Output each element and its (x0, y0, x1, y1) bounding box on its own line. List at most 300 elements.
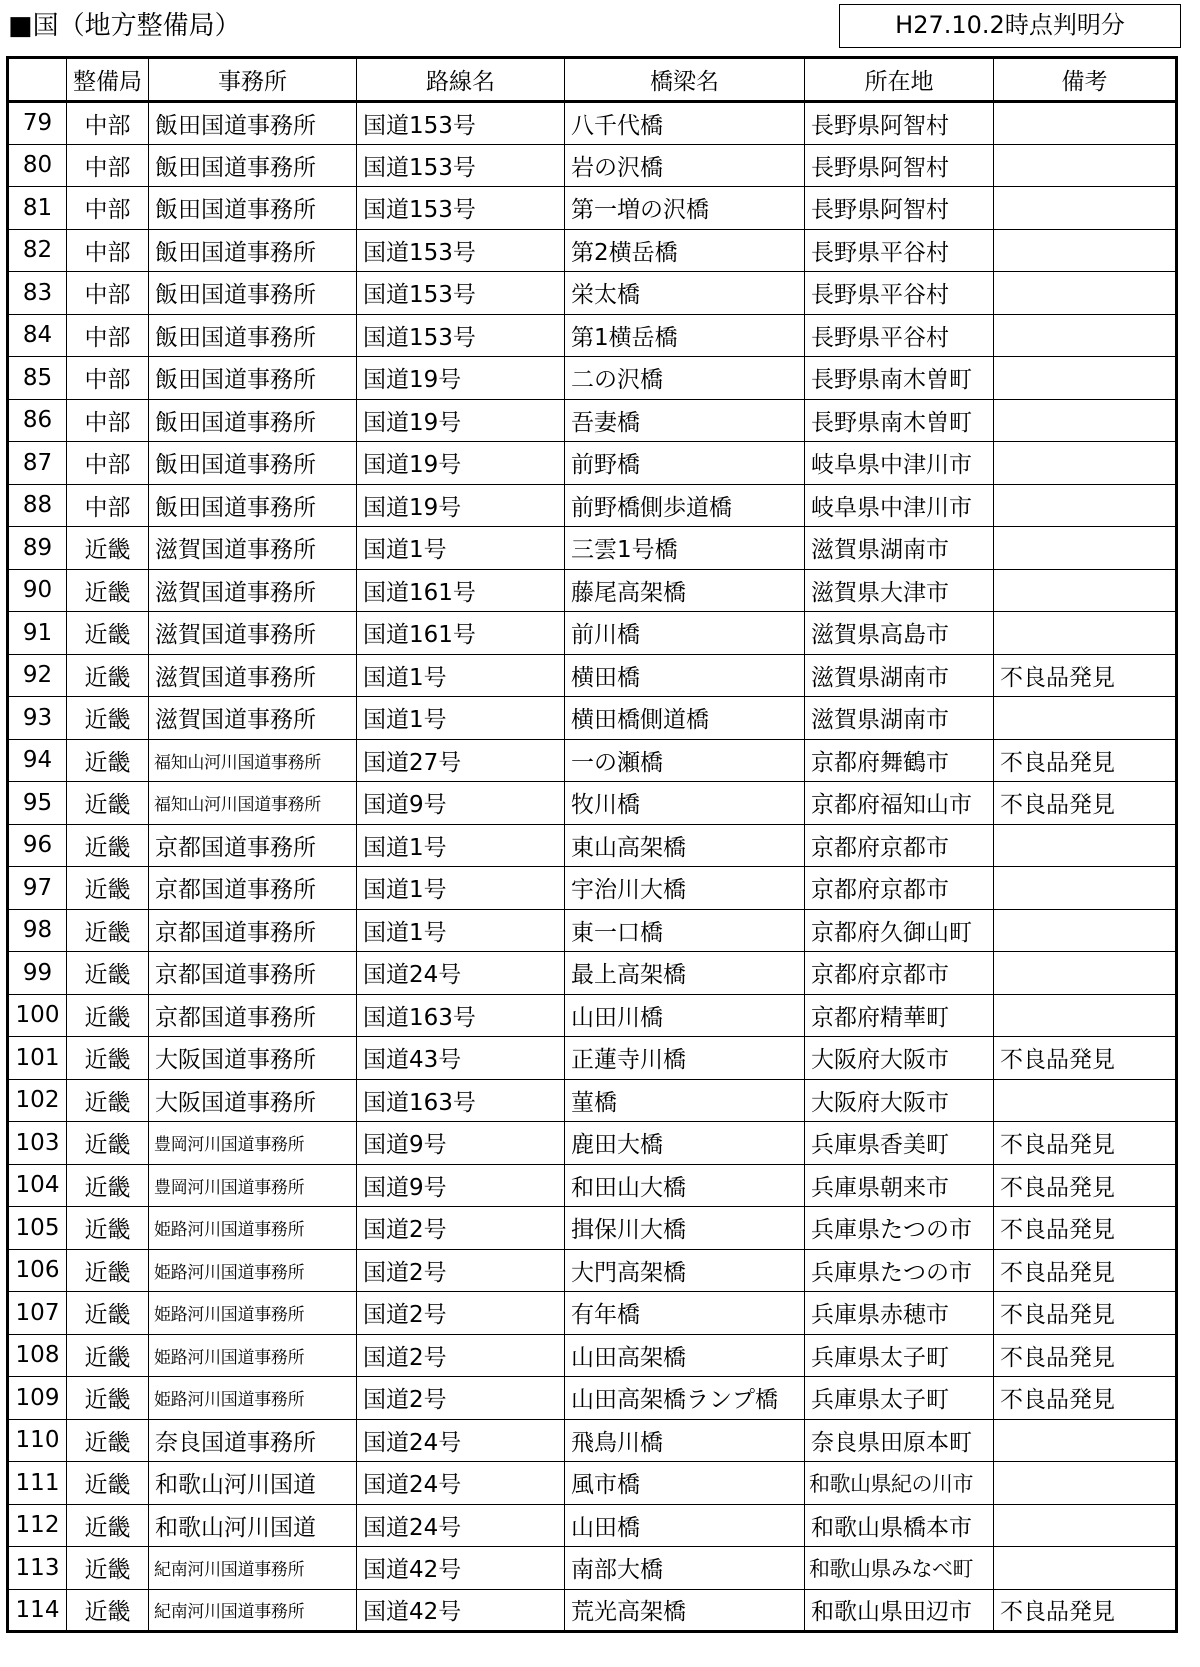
cell-bureau: 近畿 (67, 612, 149, 655)
table-row (8, 782, 1177, 825)
cell-no: 87 (8, 442, 67, 485)
cell-office: 和歌山河川国道 (149, 1504, 357, 1547)
cell-note (994, 612, 1177, 655)
table-row (8, 952, 1177, 995)
cell-no: 82 (8, 229, 67, 272)
cell-no: 113 (8, 1547, 67, 1590)
table-row (8, 527, 1177, 570)
cell-office: 紀南河川国道事務所 (149, 1589, 357, 1632)
cell-no: 90 (8, 569, 67, 612)
cell-no: 99 (8, 952, 67, 995)
cell-location: 兵庫県太子町 (805, 1334, 994, 1377)
cell-bridge: 南部大橋 (565, 1547, 805, 1590)
cell-location: 京都府精華町 (805, 994, 994, 1037)
cell-route: 国道42号 (357, 1547, 565, 1590)
cell-bureau: 近畿 (67, 1334, 149, 1377)
cell-location: 滋賀県大津市 (805, 569, 994, 612)
cell-bridge: 山田橋 (565, 1504, 805, 1547)
cell-bureau: 近畿 (67, 1037, 149, 1080)
cell-route: 国道1号 (357, 654, 565, 697)
cell-no: 92 (8, 654, 67, 697)
cell-no: 80 (8, 144, 67, 187)
cell-route: 国道163号 (357, 1079, 565, 1122)
table-row (8, 1334, 1177, 1377)
cell-note (994, 697, 1177, 740)
cell-route: 国道24号 (357, 1419, 565, 1462)
cell-note: 不良品発見 (994, 1164, 1177, 1207)
cell-route: 国道153号 (357, 102, 565, 145)
cell-note: 不良品発見 (994, 739, 1177, 782)
table-row (8, 994, 1177, 1037)
cell-office: 姫路河川国道事務所 (149, 1292, 357, 1335)
cell-bridge: 前野橋側歩道橋 (565, 484, 805, 527)
table-row (8, 697, 1177, 740)
date-note-box: H27.10.2時点判明分 (839, 4, 1181, 48)
cell-bureau: 近畿 (67, 1547, 149, 1590)
cell-office: 飯田国道事務所 (149, 187, 357, 230)
table-row (8, 654, 1177, 697)
bridge-table (6, 56, 1178, 1633)
cell-office: 飯田国道事務所 (149, 229, 357, 272)
cell-note: 不良品発見 (994, 1334, 1177, 1377)
cell-bridge: 宇治川大橋 (565, 867, 805, 910)
cell-bridge: 三雲1号橋 (565, 527, 805, 570)
cell-route: 国道24号 (357, 952, 565, 995)
table-row (8, 1249, 1177, 1292)
cell-bureau: 中部 (67, 357, 149, 400)
table-header-row (8, 58, 1177, 102)
cell-note (994, 1547, 1177, 1590)
cell-no: 102 (8, 1079, 67, 1122)
cell-location: 滋賀県高島市 (805, 612, 994, 655)
cell-no: 101 (8, 1037, 67, 1080)
cell-note: 不良品発見 (994, 1122, 1177, 1165)
cell-location: 京都府福知山市 (805, 782, 994, 825)
cell-no: 105 (8, 1207, 67, 1250)
cell-route: 国道1号 (357, 697, 565, 740)
cell-bridge: 第一増の沢橋 (565, 187, 805, 230)
cell-bureau: 近畿 (67, 527, 149, 570)
cell-route: 国道153号 (357, 187, 565, 230)
cell-bridge: 大門高架橋 (565, 1249, 805, 1292)
cell-bridge: 二の沢橋 (565, 357, 805, 400)
cell-no: 93 (8, 697, 67, 740)
cell-no: 107 (8, 1292, 67, 1335)
cell-bureau: 近畿 (67, 1419, 149, 1462)
cell-note (994, 272, 1177, 315)
cell-note (994, 824, 1177, 867)
cell-location: 大阪府大阪市 (805, 1037, 994, 1080)
cell-note (994, 569, 1177, 612)
cell-no: 95 (8, 782, 67, 825)
table-row (8, 867, 1177, 910)
table-row (8, 569, 1177, 612)
cell-route: 国道2号 (357, 1292, 565, 1335)
cell-location: 兵庫県太子町 (805, 1377, 994, 1420)
table-row (8, 1377, 1177, 1420)
table-row (8, 1122, 1177, 1165)
cell-bridge: 和田山大橋 (565, 1164, 805, 1207)
cell-no: 86 (8, 399, 67, 442)
table-row (8, 1589, 1177, 1632)
cell-office: 和歌山河川国道 (149, 1462, 357, 1505)
header-office: 事務所 (149, 58, 357, 102)
cell-office: 飯田国道事務所 (149, 484, 357, 527)
cell-office: 飯田国道事務所 (149, 144, 357, 187)
cell-location: 長野県南木曽町 (805, 399, 994, 442)
cell-route: 国道2号 (357, 1249, 565, 1292)
cell-note (994, 527, 1177, 570)
cell-office: 滋賀国道事務所 (149, 527, 357, 570)
cell-bridge: 風市橋 (565, 1462, 805, 1505)
table-row (8, 909, 1177, 952)
cell-bureau: 近畿 (67, 1462, 149, 1505)
cell-bureau: 近畿 (67, 739, 149, 782)
cell-bureau: 近畿 (67, 867, 149, 910)
cell-no: 109 (8, 1377, 67, 1420)
cell-bureau: 中部 (67, 484, 149, 527)
cell-office: 大阪国道事務所 (149, 1079, 357, 1122)
cell-location: 岐阜県中津川市 (805, 442, 994, 485)
header-no (8, 58, 67, 102)
cell-no: 100 (8, 994, 67, 1037)
cell-note (994, 144, 1177, 187)
cell-bridge: 揖保川大橋 (565, 1207, 805, 1250)
cell-location: 長野県平谷村 (805, 314, 994, 357)
cell-bureau: 近畿 (67, 697, 149, 740)
table-row (8, 1419, 1177, 1462)
cell-route: 国道43号 (357, 1037, 565, 1080)
cell-office: 滋賀国道事務所 (149, 654, 357, 697)
cell-location: 長野県阿智村 (805, 144, 994, 187)
cell-note: 不良品発見 (994, 782, 1177, 825)
cell-bureau: 近畿 (67, 1079, 149, 1122)
cell-note (994, 952, 1177, 995)
cell-office: 滋賀国道事務所 (149, 612, 357, 655)
cell-note: 不良品発見 (994, 1589, 1177, 1632)
table-row (8, 272, 1177, 315)
cell-bridge: 前野橋 (565, 442, 805, 485)
cell-no: 94 (8, 739, 67, 782)
cell-office: 奈良国道事務所 (149, 1419, 357, 1462)
cell-note (994, 484, 1177, 527)
cell-bridge: 正蓮寺川橋 (565, 1037, 805, 1080)
cell-bridge: 第1横岳橋 (565, 314, 805, 357)
cell-no: 85 (8, 357, 67, 400)
cell-bridge: 栄太橋 (565, 272, 805, 315)
cell-location: 兵庫県香美町 (805, 1122, 994, 1165)
cell-route: 国道42号 (357, 1589, 565, 1632)
cell-location: 長野県阿智村 (805, 187, 994, 230)
cell-bureau: 中部 (67, 187, 149, 230)
cell-note: 不良品発見 (994, 1037, 1177, 1080)
cell-location: 京都府京都市 (805, 824, 994, 867)
cell-office: 京都国道事務所 (149, 909, 357, 952)
cell-bridge: 八千代橋 (565, 102, 805, 145)
table-row (8, 102, 1177, 145)
cell-route: 国道153号 (357, 272, 565, 315)
cell-bridge: 一の瀬橋 (565, 739, 805, 782)
cell-bridge: 飛鳥川橋 (565, 1419, 805, 1462)
cell-note (994, 1079, 1177, 1122)
cell-location: 兵庫県赤穂市 (805, 1292, 994, 1335)
cell-bureau: 中部 (67, 229, 149, 272)
cell-route: 国道2号 (357, 1334, 565, 1377)
cell-no: 84 (8, 314, 67, 357)
table-row (8, 1292, 1177, 1335)
cell-route: 国道19号 (357, 399, 565, 442)
cell-office: 京都国道事務所 (149, 994, 357, 1037)
table-row (8, 612, 1177, 655)
cell-no: 89 (8, 527, 67, 570)
cell-bridge: 山田高架橋ランプ橋 (565, 1377, 805, 1420)
cell-bridge: 山田高架橋 (565, 1334, 805, 1377)
cell-no: 83 (8, 272, 67, 315)
table-row (8, 1164, 1177, 1207)
cell-bridge: 第2横岳橋 (565, 229, 805, 272)
cell-note (994, 357, 1177, 400)
cell-bureau: 近畿 (67, 952, 149, 995)
cell-bureau: 近畿 (67, 1504, 149, 1547)
cell-route: 国道153号 (357, 144, 565, 187)
cell-note (994, 867, 1177, 910)
cell-route: 国道9号 (357, 1122, 565, 1165)
table-row (8, 187, 1177, 230)
cell-location: 和歌山県橋本市 (805, 1504, 994, 1547)
cell-route: 国道24号 (357, 1504, 565, 1547)
cell-bureau: 近畿 (67, 1292, 149, 1335)
cell-no: 114 (8, 1589, 67, 1632)
header-bureau: 整備局 (67, 58, 149, 102)
cell-location: 和歌山県みなべ町 (805, 1547, 994, 1590)
cell-bureau: 中部 (67, 102, 149, 145)
cell-bureau: 近畿 (67, 994, 149, 1037)
cell-bridge: 前川橋 (565, 612, 805, 655)
cell-no: 81 (8, 187, 67, 230)
table-row (8, 1207, 1177, 1250)
cell-route: 国道19号 (357, 357, 565, 400)
cell-bureau: 近畿 (67, 1377, 149, 1420)
cell-bureau: 近畿 (67, 1589, 149, 1632)
cell-bridge: 東一口橋 (565, 909, 805, 952)
cell-note: 不良品発見 (994, 1249, 1177, 1292)
cell-route: 国道161号 (357, 569, 565, 612)
table-row (8, 824, 1177, 867)
cell-bureau: 中部 (67, 272, 149, 315)
cell-office: 大阪国道事務所 (149, 1037, 357, 1080)
cell-office: 姫路河川国道事務所 (149, 1207, 357, 1250)
cell-no: 110 (8, 1419, 67, 1462)
cell-bureau: 近畿 (67, 824, 149, 867)
cell-no: 91 (8, 612, 67, 655)
table-body (8, 102, 1177, 1632)
cell-route: 国道153号 (357, 229, 565, 272)
cell-office: 京都国道事務所 (149, 824, 357, 867)
cell-bridge: 菫橋 (565, 1079, 805, 1122)
cell-bridge: 横田橋 (565, 654, 805, 697)
cell-location: 和歌山県田辺市 (805, 1589, 994, 1632)
cell-location: 兵庫県たつの市 (805, 1249, 994, 1292)
cell-bureau: 近畿 (67, 909, 149, 952)
cell-no: 108 (8, 1334, 67, 1377)
cell-route: 国道9号 (357, 782, 565, 825)
cell-location: 岐阜県中津川市 (805, 484, 994, 527)
cell-note: 不良品発見 (994, 1207, 1177, 1250)
cell-bridge: 山田川橋 (565, 994, 805, 1037)
cell-route: 国道2号 (357, 1207, 565, 1250)
cell-location: 長野県平谷村 (805, 272, 994, 315)
cell-location: 滋賀県湖南市 (805, 654, 994, 697)
table-row (8, 144, 1177, 187)
cell-office: 京都国道事務所 (149, 867, 357, 910)
table-row (8, 1037, 1177, 1080)
table-row (8, 484, 1177, 527)
cell-bureau: 近畿 (67, 1207, 149, 1250)
cell-note (994, 442, 1177, 485)
cell-note (994, 102, 1177, 145)
cell-office: 飯田国道事務所 (149, 399, 357, 442)
cell-office: 豊岡河川国道事務所 (149, 1122, 357, 1165)
cell-route: 国道2号 (357, 1377, 565, 1420)
cell-bridge: 鹿田大橋 (565, 1122, 805, 1165)
cell-location: 滋賀県湖南市 (805, 527, 994, 570)
cell-route: 国道24号 (357, 1462, 565, 1505)
cell-bridge: 横田橋側道橋 (565, 697, 805, 740)
cell-location: 奈良県田原本町 (805, 1419, 994, 1462)
cell-location: 京都府京都市 (805, 952, 994, 995)
cell-no: 106 (8, 1249, 67, 1292)
cell-bridge: 岩の沢橋 (565, 144, 805, 187)
cell-note (994, 909, 1177, 952)
cell-note (994, 314, 1177, 357)
cell-note (994, 994, 1177, 1037)
cell-route: 国道9号 (357, 1164, 565, 1207)
cell-office: 飯田国道事務所 (149, 314, 357, 357)
table-row (8, 314, 1177, 357)
cell-route: 国道19号 (357, 442, 565, 485)
cell-location: 京都府京都市 (805, 867, 994, 910)
table-row (8, 739, 1177, 782)
table-row (8, 1547, 1177, 1590)
cell-bridge: 有年橋 (565, 1292, 805, 1335)
cell-no: 103 (8, 1122, 67, 1165)
header-route: 路線名 (357, 58, 565, 102)
header-bridge: 橋梁名 (565, 58, 805, 102)
cell-location: 長野県平谷村 (805, 229, 994, 272)
page-title: ■国（地方整備局） (8, 11, 241, 41)
cell-office: 滋賀国道事務所 (149, 697, 357, 740)
cell-route: 国道161号 (357, 612, 565, 655)
cell-location: 長野県南木曽町 (805, 357, 994, 400)
cell-location: 大阪府大阪市 (805, 1079, 994, 1122)
cell-note (994, 1504, 1177, 1547)
cell-bureau: 近畿 (67, 1164, 149, 1207)
table-row (8, 1504, 1177, 1547)
cell-route: 国道1号 (357, 527, 565, 570)
table-row (8, 442, 1177, 485)
cell-note: 不良品発見 (994, 1292, 1177, 1335)
cell-bureau: 近畿 (67, 1122, 149, 1165)
cell-office: 滋賀国道事務所 (149, 569, 357, 612)
cell-note (994, 399, 1177, 442)
cell-no: 111 (8, 1462, 67, 1505)
cell-route: 国道153号 (357, 314, 565, 357)
cell-bridge: 吾妻橋 (565, 399, 805, 442)
cell-office: 姫路河川国道事務所 (149, 1334, 357, 1377)
cell-note: 不良品発見 (994, 654, 1177, 697)
cell-location: 滋賀県湖南市 (805, 697, 994, 740)
cell-location: 京都府久御山町 (805, 909, 994, 952)
cell-bureau: 中部 (67, 144, 149, 187)
cell-bridge: 藤尾高架橋 (565, 569, 805, 612)
cell-location: 兵庫県たつの市 (805, 1207, 994, 1250)
cell-bridge: 荒光高架橋 (565, 1589, 805, 1632)
cell-office: 飯田国道事務所 (149, 357, 357, 400)
cell-office: 京都国道事務所 (149, 952, 357, 995)
cell-bureau: 近畿 (67, 782, 149, 825)
cell-route: 国道1号 (357, 909, 565, 952)
cell-bureau: 近畿 (67, 569, 149, 612)
cell-bridge: 東山高架橋 (565, 824, 805, 867)
cell-note: 不良品発見 (994, 1377, 1177, 1420)
cell-no: 98 (8, 909, 67, 952)
cell-no: 104 (8, 1164, 67, 1207)
cell-note (994, 1462, 1177, 1505)
cell-office: 紀南河川国道事務所 (149, 1547, 357, 1590)
table-row (8, 1079, 1177, 1122)
cell-office: 豊岡河川国道事務所 (149, 1164, 357, 1207)
table-row (8, 357, 1177, 400)
cell-route: 国道1号 (357, 824, 565, 867)
cell-no: 97 (8, 867, 67, 910)
cell-no: 96 (8, 824, 67, 867)
cell-bureau: 中部 (67, 442, 149, 485)
cell-bureau: 中部 (67, 399, 149, 442)
cell-note (994, 187, 1177, 230)
cell-route: 国道1号 (357, 867, 565, 910)
cell-office: 福知山河川国道事務所 (149, 739, 357, 782)
cell-no: 88 (8, 484, 67, 527)
cell-bureau: 近畿 (67, 1249, 149, 1292)
cell-route: 国道163号 (357, 994, 565, 1037)
cell-bridge: 最上高架橋 (565, 952, 805, 995)
cell-bridge: 牧川橋 (565, 782, 805, 825)
header-note: 備考 (994, 58, 1177, 102)
cell-note (994, 1419, 1177, 1462)
cell-location: 和歌山県紀の川市 (805, 1462, 994, 1505)
header-location: 所在地 (805, 58, 994, 102)
cell-location: 京都府舞鶴市 (805, 739, 994, 782)
table-row (8, 1462, 1177, 1505)
cell-office: 飯田国道事務所 (149, 102, 357, 145)
table-row (8, 399, 1177, 442)
cell-note (994, 229, 1177, 272)
cell-bureau: 近畿 (67, 654, 149, 697)
cell-office: 福知山河川国道事務所 (149, 782, 357, 825)
cell-office: 飯田国道事務所 (149, 272, 357, 315)
cell-no: 79 (8, 102, 67, 145)
cell-office: 姫路河川国道事務所 (149, 1377, 357, 1420)
cell-office: 姫路河川国道事務所 (149, 1249, 357, 1292)
cell-no: 112 (8, 1504, 67, 1547)
table-row (8, 229, 1177, 272)
cell-bureau: 中部 (67, 314, 149, 357)
cell-office: 飯田国道事務所 (149, 442, 357, 485)
cell-route: 国道19号 (357, 484, 565, 527)
cell-location: 長野県阿智村 (805, 102, 994, 145)
cell-location: 兵庫県朝来市 (805, 1164, 994, 1207)
cell-route: 国道27号 (357, 739, 565, 782)
